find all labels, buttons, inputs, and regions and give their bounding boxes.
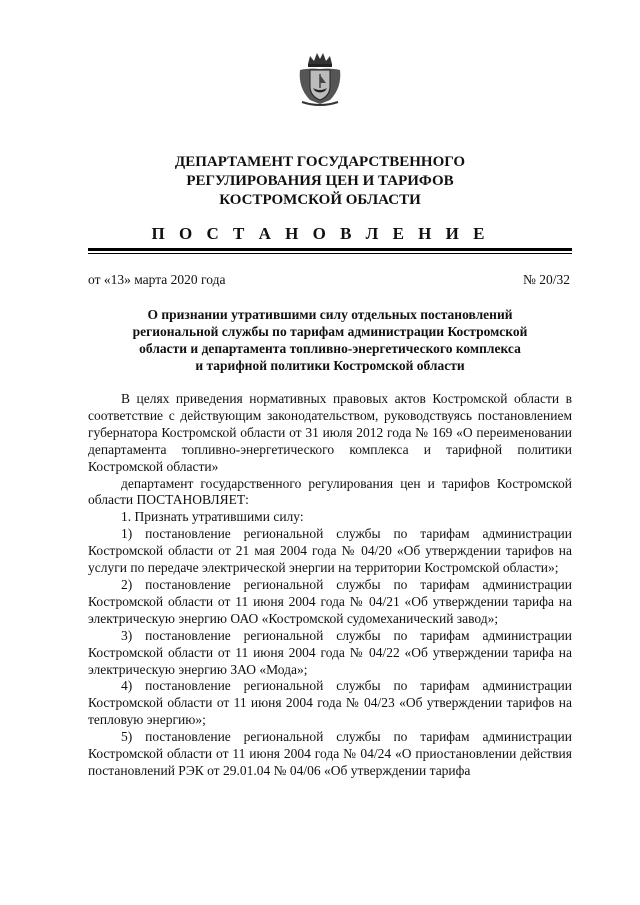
body-paragraph: 4) постановление региональной службы по тарифам администрации Костромской области от 11 июня 2004 года № 04/23 «Об утверждении тарифов на тепловую энергию»; xyxy=(88,678,572,728)
document-subject xyxy=(88,306,572,374)
header-rule-thin xyxy=(88,253,572,254)
document-type-title: П О С Т А Н О В Л Е Н И Е xyxy=(151,224,489,243)
body-paragraph: 5) постановление региональной службы по тарифам администрации Костромской области от 11 июня 2004 года № 04/24 «О приостановлении действия постановлений РЭК от 29.01.04 № 04/06 «Об утверждении тарифа xyxy=(88,729,572,778)
kostroma-coat-of-arms-icon xyxy=(296,50,344,106)
department-name-line: КОСТРОМСКОЙ ОБЛАСТИ xyxy=(219,192,421,208)
department-name xyxy=(0,153,640,210)
header-rule-thick xyxy=(88,248,572,251)
body-paragraph: В целях приведения нормативных правовых актов Костромской области в соответствие с действующим законодательством, руководствуясь постановлением губернатора Костромской области от 31 июля 2012 года № 169 «О переименовании департамента топливно-энергетического комплекса и тарифной политики Костромской области» xyxy=(88,391,572,474)
subject-line: и тарифной политики Костромской области xyxy=(195,358,465,373)
subject-line: региональной службы по тарифам администрации Костромской xyxy=(132,324,528,339)
body-paragraph: 2) постановление региональной службы по тарифам администрации Костромской области от 11 июня 2004 года № 04/21 «Об утверждении тарифа на электрическую энергию ОАО «Костромской судомеханический завод»; xyxy=(88,576,572,626)
body-paragraph: 1. Признать утратившими силу: xyxy=(121,509,304,525)
subject-line: области и департамента топливно-энергетического комплекса xyxy=(139,341,521,356)
body-paragraph: 1) постановление региональной службы по тарифам администрации Костромской области от 21 мая 2004 года № 04/20 «Об утверждении тарифов на услуги по передаче электрической энергии на территории Костромской области»; xyxy=(88,526,572,576)
body-paragraph: 3) постановление региональной службы по тарифам администрации Костромской области от 11 июня 2004 года № 04/22 «Об утверждении тарифа на электрическую энергию ЗАО «Мода»; xyxy=(88,627,572,677)
department-name-line: ДЕПАРТАМЕНТ ГОСУДАРСТВЕННОГО xyxy=(174,154,466,170)
document-number: № 20/32 xyxy=(522,272,570,287)
document-date: от «13» марта 2020 года xyxy=(88,272,226,287)
department-name-line: РЕГУЛИРОВАНИЯ ЦЕН И ТАРИФОВ xyxy=(186,173,454,189)
subject-line: О признании утратившими силу отдельных постановлений xyxy=(147,307,513,322)
body-paragraph: департамент государственного регулирования цен и тарифов Костромской области ПОСТАНОВЛЯЕТ: xyxy=(88,475,572,508)
document-body xyxy=(88,391,572,780)
